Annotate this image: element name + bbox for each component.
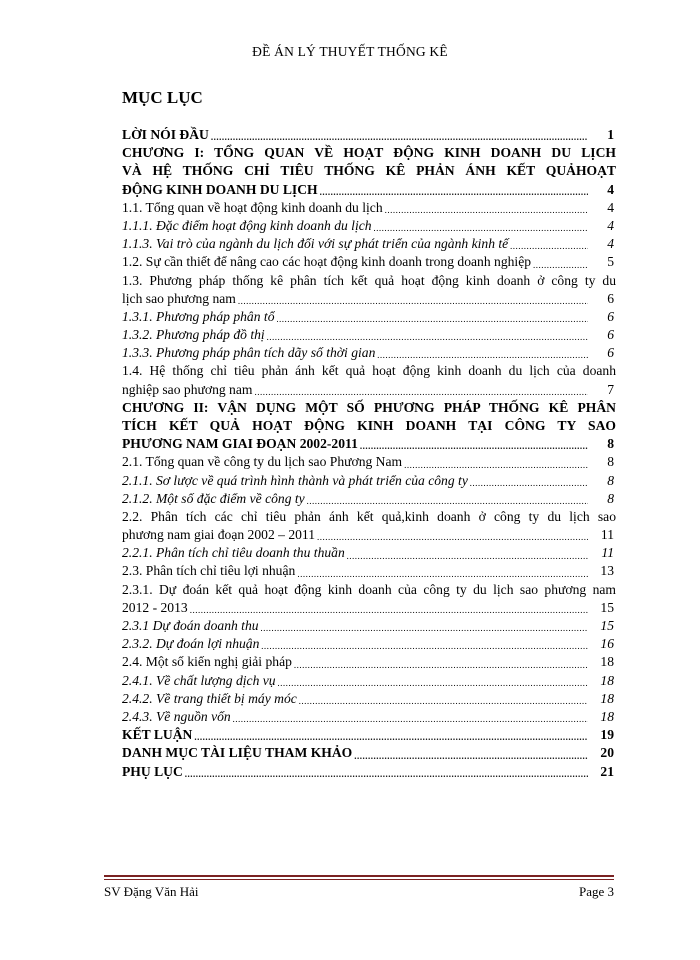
toc-leader [211,130,588,144]
table-of-contents [122,126,616,781]
toc-entry-title: 1.1.3. Vai trò của ngành du lịch đối với sự phát triển của ngành kinh tế [122,236,509,252]
toc-entry-page: 18 [600,708,614,724]
toc-entry[interactable] [122,326,616,344]
toc-entry-title-line: phương nam giai đoạn 2002 – 2011 [122,527,316,543]
toc-entry-page: 6 [607,345,614,361]
toc-entry-title: DANH MỤC TÀI LIỆU THAM KHẢO [122,745,353,761]
toc-entry-page: 13 [600,563,614,579]
toc-leader [261,621,588,635]
toc-entry[interactable] [122,253,616,271]
toc-entry-title-line: lịch sao phương nam [122,290,236,306]
toc-entry-page: 21 [600,763,614,779]
toc-entry-title-line: CHƯƠNG II: VẬN DỤNG MỘT SỐ PHƯƠNG PHÁP THỐNG KÊ PHÂN [122,399,616,415]
toc-entry-title-line: VÀ HỆ THỐNG CHỈ TIÊU THỐNG KÊ PHẢN ÁNH KẾT QUẢHOẠT [122,163,616,179]
toc-entry-page: 11 [601,545,614,561]
toc-entry-title: 2.4.2. Về trang thiết bị máy móc [122,690,297,706]
toc-entry-title: 2.4. Một số kiến nghị giải pháp [122,654,292,670]
toc-leader [277,312,589,326]
toc-entry-page: 8 [607,436,614,452]
toc-leader [377,348,588,362]
toc-entry-title: LỜI NÓI ĐẦU [122,126,209,142]
toc-entry-title: 2.1.1. Sơ lược về quá trình hình thành và phát triển của công ty [122,472,468,488]
toc-entry-page: 8 [607,454,614,470]
toc-leader [194,730,588,744]
toc-leader [299,694,588,708]
toc-entry-title: 2.4.1. Về chất lượng dịch vụ [122,672,276,688]
toc-entry-page: 18 [600,672,614,688]
toc-leader [374,221,588,235]
toc-entry-title-line: ĐỘNG KINH DOANH DU LỊCH [122,181,318,197]
toc-entry[interactable] [122,235,616,253]
toc-entry[interactable] [122,490,616,508]
toc-entry-title: 1.2. Sự cần thiết để nâng cao các hoạt động kinh doanh trong doanh nghiệp [122,254,532,270]
toc-entry[interactable] [122,763,616,781]
toc-leader [533,258,588,272]
toc-entry[interactable] [122,744,616,762]
toc-entry[interactable] [122,708,616,726]
footer-author: SV Đặng Văn Hải [104,884,199,899]
toc-leader [294,658,588,672]
toc-leader [360,439,588,453]
toc-entry-title: 1.3.2. Phương pháp đồ thị [122,327,265,343]
toc-entry[interactable] [122,544,616,562]
toc-entry-title-line: CHƯƠNG I: TỔNG QUAN VỀ HOẠT ĐỘNG KINH DOANH DU LỊCH [122,145,616,161]
toc-entry-title-line: PHƯƠNG NAM GIAI ĐOẠN 2002-2011 [122,436,358,452]
toc-entry-title-line: 2.3.1. Dự đoán kết quả hoạt động kinh doanh của công ty du lịch sao phương nam [122,581,616,597]
toc-entry[interactable] [122,690,616,708]
toc-entry[interactable] [122,672,616,690]
toc-entry-title: 2.1. Tổng quan về công ty du lịch sao Phương Nam [122,454,403,470]
toc-leader [404,458,588,472]
toc-entry[interactable] [122,726,616,744]
footer-divider [104,875,614,877]
toc-leader [254,385,588,399]
toc-entry-title-line: 1.3. Phương pháp thống kê phân tích kết quả hoạt động kinh doanh ở công ty du [122,272,616,288]
toc-entry-page: 4 [607,181,614,197]
toc-entry[interactable] [122,272,616,308]
toc-entry-title: 1.3.3. Phương pháp phân tích dãy số thời gian [122,345,376,361]
toc-entry-page: 6 [607,327,614,343]
toc-entry[interactable] [122,399,616,454]
toc-entry-title-line: TÍCH KẾT QUẢ HOẠT ĐỘNG KINH DOANH TẠI CÔNG TY SAO [122,418,616,433]
toc-entry[interactable] [122,508,616,544]
toc-entry-title: 2.4.3. Về nguồn vốn [122,708,231,724]
toc-entry[interactable] [122,199,616,217]
toc-entry[interactable] [122,144,616,199]
toc-entry-title: 2.3. Phân tích chỉ tiêu lợi nhuận [122,563,296,579]
toc-entry-page: 4 [607,199,614,215]
toc-entry-title: PHỤ LỤC [122,763,183,779]
toc-entry[interactable] [122,472,616,490]
toc-entry-page: 18 [600,690,614,706]
toc-leader [190,603,588,617]
toc-entry-title: 2.3.2. Dự đoán lợi nhuận [122,636,260,652]
toc-entry-page: 20 [600,745,614,761]
toc-entry[interactable] [122,653,616,671]
toc-entry-title-line: nghiệp sao phương nam [122,381,253,397]
toc-entry-page: 8 [607,490,614,506]
toc-entry-page: 15 [600,618,614,634]
toc-entry-page: 4 [607,217,614,233]
toc-entry-title-line: 2012 - 2013 [122,599,188,615]
footer-divider-thin [104,879,614,880]
toc-entry[interactable] [122,453,616,471]
toc-entry[interactable] [122,126,616,144]
toc-leader [267,330,588,344]
toc-entry-title: 2.2.1. Phân tích chỉ tiêu doanh thu thuần [122,545,345,561]
toc-entry-page: 6 [607,290,614,306]
toc-leader [233,712,588,726]
toc-leader [261,639,588,653]
footer-page-number: Page 3 [578,884,614,899]
toc-entry-page: 6 [607,308,614,324]
toc-leader [307,494,588,508]
toc-entry[interactable] [122,308,616,326]
toc-leader [297,567,588,581]
toc-leader [317,530,588,544]
toc-entry[interactable] [122,344,616,362]
toc-entry[interactable] [122,563,616,581]
toc-entry-title: 1.3.1. Phương pháp phân tổ [122,308,275,324]
toc-entry-title: 2.3.1 Dự đoán doanh thu [122,618,259,634]
toc-entry[interactable] [122,635,616,653]
toc-leader [354,749,588,763]
toc-entry[interactable] [122,217,616,235]
toc-entry[interactable] [122,581,616,617]
toc-entry-page: 16 [600,636,614,652]
toc-entry-page: 8 [607,472,614,488]
toc-title: MỤC LỤC [122,88,203,107]
toc-entry-title-line: 1.4. Hệ thống chỉ tiêu phản ánh kết quả hoạt động kinh doanh du lịch của doanh [122,363,616,379]
toc-entry-page: 15 [600,599,614,615]
toc-entry-page: 19 [600,727,614,743]
toc-entry-title: KẾT LUẬN [122,727,193,743]
toc-entry[interactable] [122,617,616,635]
toc-entry[interactable] [122,362,616,398]
toc-entry-title: 1.1. Tổng quan về hoạt động kinh doanh du lịch [122,199,383,215]
toc-entry-title: 2.1.2. Một số đặc điểm về công ty [122,490,305,506]
toc-leader [320,185,588,199]
toc-entry-page: 18 [600,654,614,670]
toc-leader [278,676,588,690]
toc-leader [385,203,588,217]
toc-leader [185,767,588,781]
toc-entry-title: 1.1.1. Đặc điểm hoạt động kinh doanh du lịch [122,217,372,233]
toc-entry-page: 11 [600,527,614,543]
page-header: ĐỀ ÁN LÝ THUYẾT THỐNG KÊ [252,44,448,59]
toc-entry-page: 4 [607,236,614,252]
toc-entry-page: 7 [607,381,614,397]
toc-leader [470,476,588,490]
toc-entry-page: 5 [607,254,614,270]
toc-leader [238,294,588,308]
toc-entry-title-line: 2.2. Phân tích các chỉ tiêu phản ánh kết quả,kinh doanh ở công ty du lịch sao [122,508,616,524]
toc-leader [347,549,588,563]
toc-entry-page: 1 [607,126,614,142]
toc-leader [510,239,588,253]
